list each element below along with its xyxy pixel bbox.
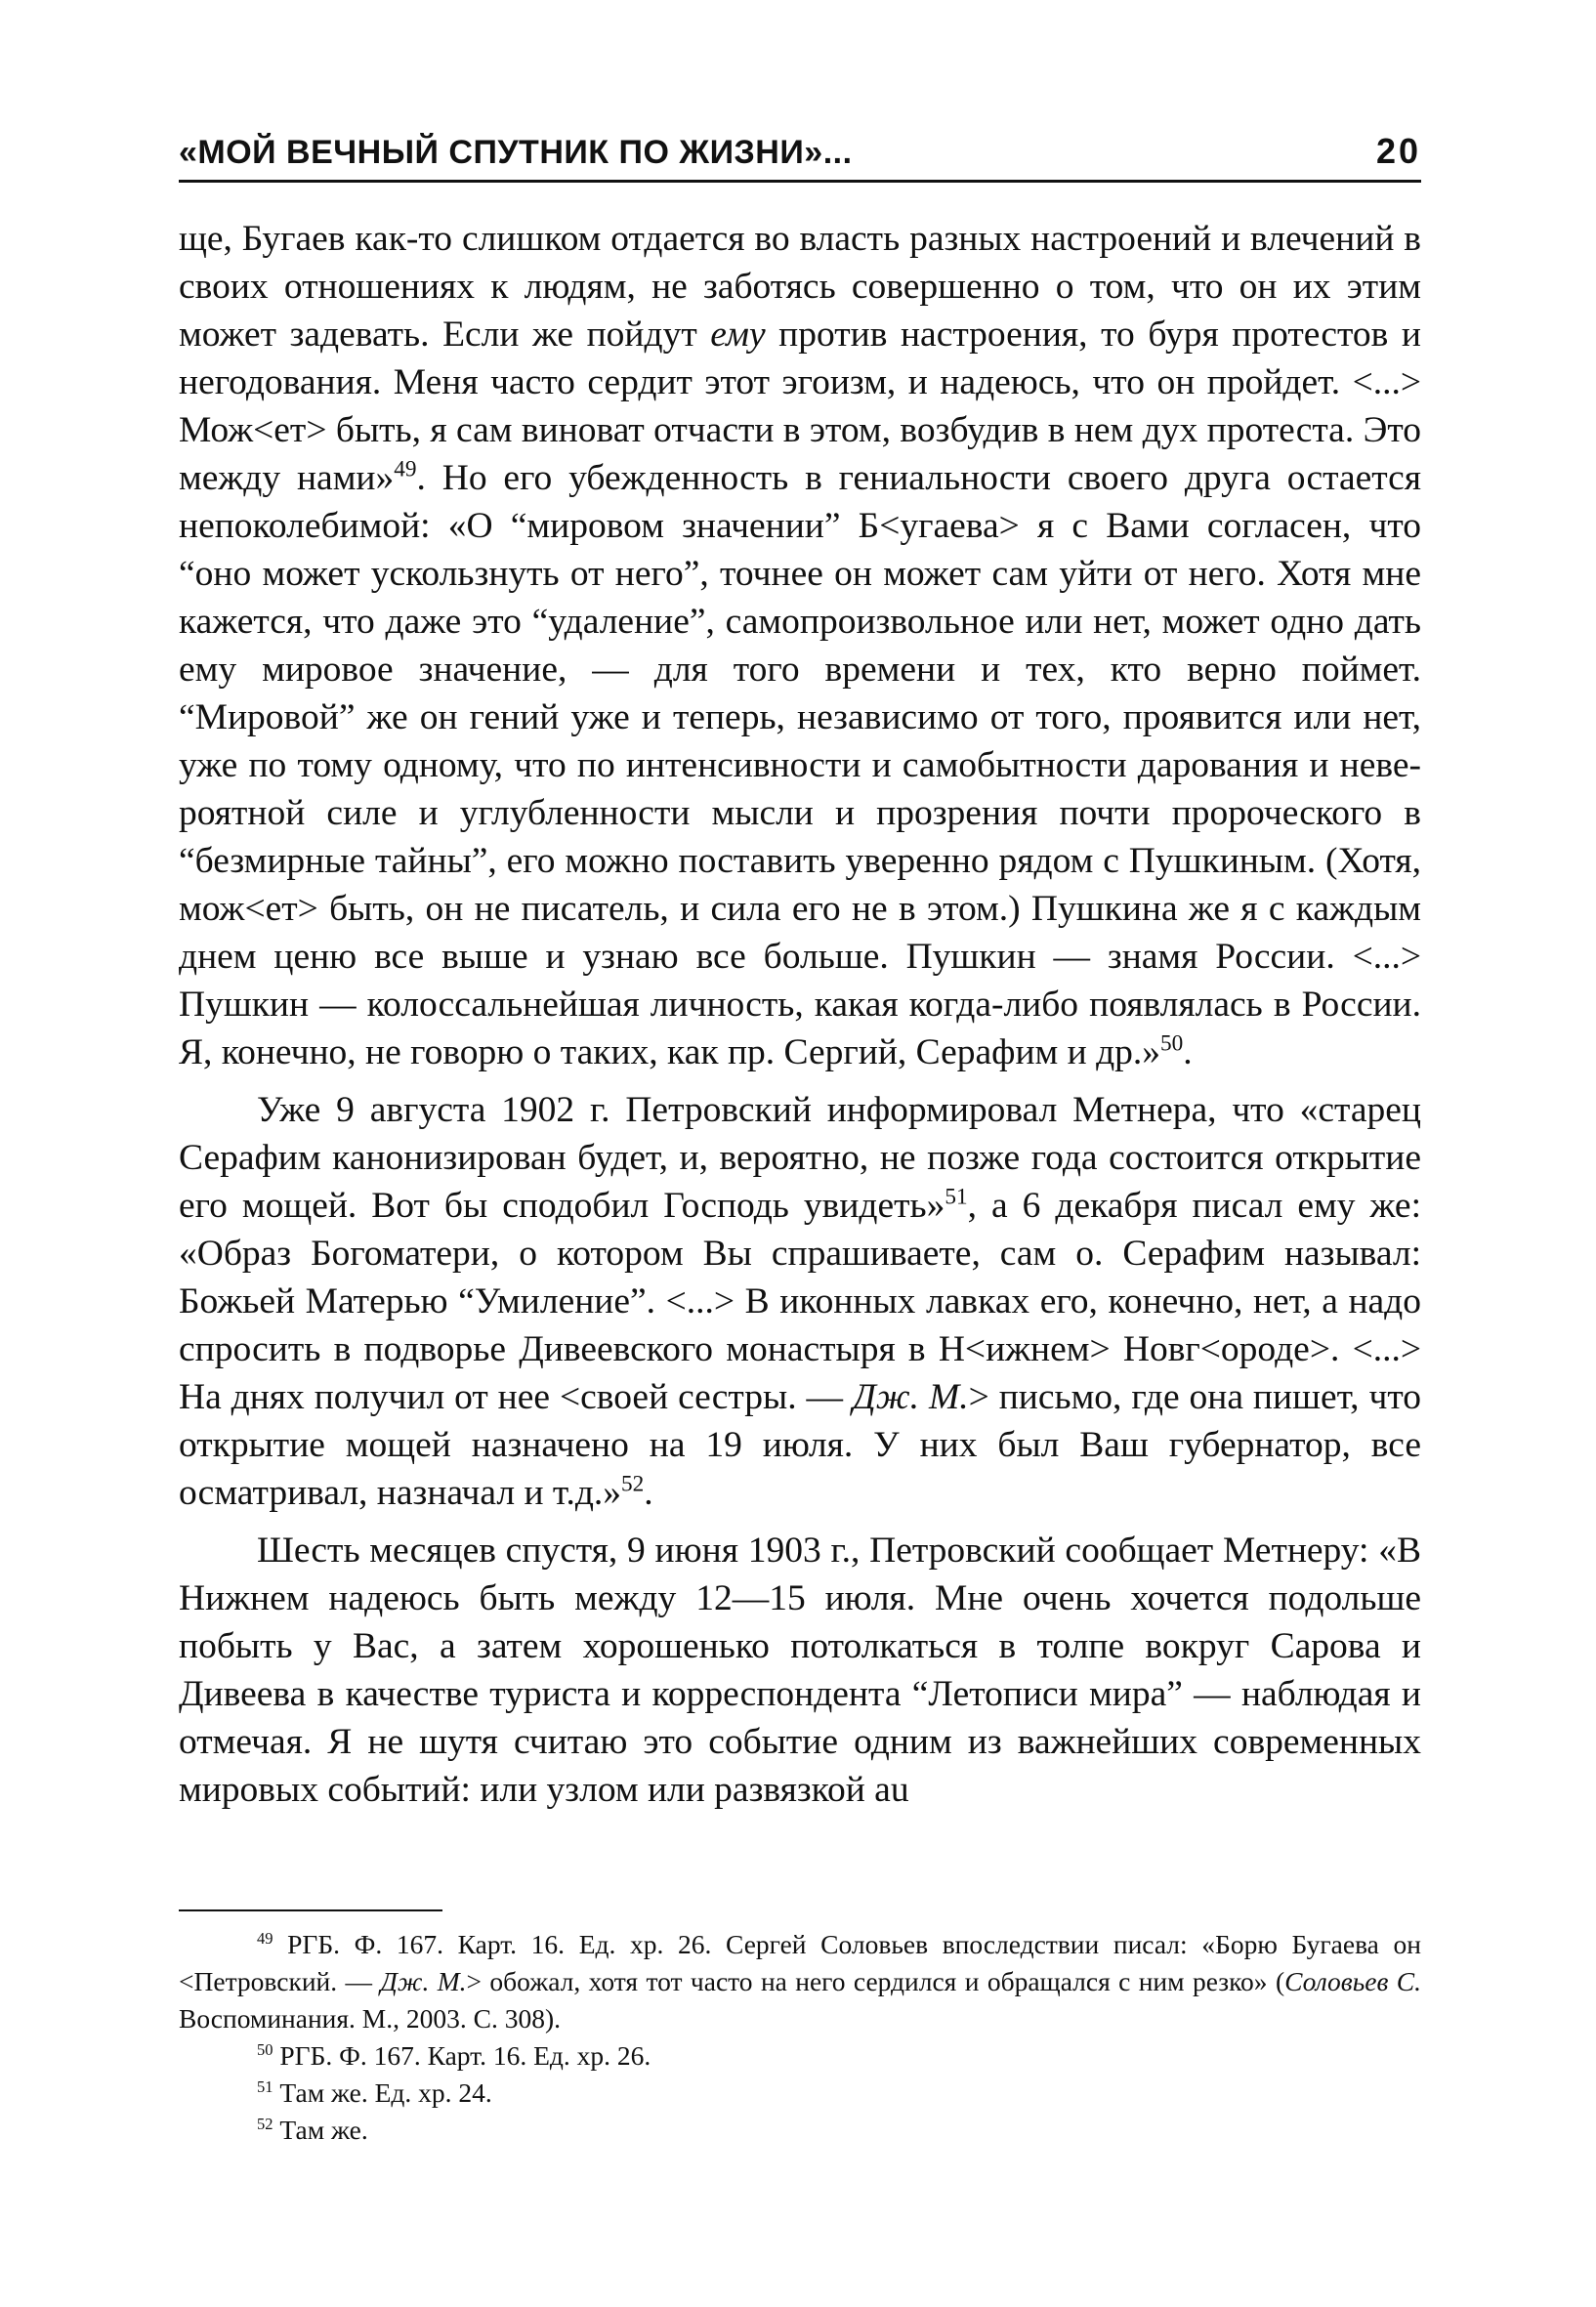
footnote-ref: 50 xyxy=(1160,1030,1184,1057)
footnote-number: 50 xyxy=(257,2039,273,2059)
paragraph-3 xyxy=(179,1527,1421,1814)
text-run: против настроения, то буря протестов и негодования. Меня часто сердит этот эгоизм, и надеюсь, что он пройдет. <...> Мож<ет> быть, я сам виноват отчасти в этом, возбудив в нем дух протеста. Это между нами» xyxy=(179,315,1421,498)
footnote-number: 52 xyxy=(257,2114,273,2133)
footnote-52 xyxy=(179,2112,1421,2149)
page-header xyxy=(179,119,1421,183)
footnote-ref: 51 xyxy=(945,1184,968,1210)
footnotes xyxy=(179,1926,1421,2149)
page-number: 20 xyxy=(1375,131,1421,171)
text-run: РГБ. Ф. 167. Карт. 16. Ед. хр. 26. xyxy=(273,2040,651,2071)
text-run: Там же. xyxy=(273,2115,368,2145)
paragraph-2 xyxy=(179,1086,1421,1517)
text-run: > письмо, где она пишет, что открытие мощей назначено на 19 июля. У них был Ваш губернатор, все осматривал, назначал и т.д.» xyxy=(179,1377,1421,1513)
footnote-number: 49 xyxy=(257,1928,273,1948)
footnote-ref: 49 xyxy=(394,456,417,482)
text-run: ще, Бугаев как-то слишком отдается во власть разных настроений и влечений в своих отношениях к людям, не заботясь совершенно о том, что он их этим может задевать. Если же пойдут xyxy=(179,219,1421,355)
footnote-49 xyxy=(179,1926,1421,2037)
text-run: РГБ. Ф. 167. Карт. 16. Ед. хр. 26. Сергей Соловьев впоследствии писал: «Борю Бугаева он <Петровский. — xyxy=(179,1929,1421,1996)
text-run: > обожал, хотя тот часто на него сердился и обращался с ним резко» ( xyxy=(466,1966,1285,1996)
text-run: Уже 9 августа 1902 г. Петровский информировал Метнера, что «старец Серафим канонизирован будет, и, вероятно, не позже года состоится открытие его мощей. Вот бы сподобил Господь увидеть» xyxy=(179,1090,1421,1226)
text-run: . xyxy=(1183,1032,1193,1072)
text-run: Воспоминания. М., 2003. С. 308). xyxy=(179,2003,562,2034)
text-run: Шесть месяцев спустя, 9 июня 1903 г., Петровский сообщает Метнеру: «В Нижнем надеюсь быть между 12—15 июля. Мне очень хочется подольше побыть у Вас, а затем хорошенько потолкаться в толпе вокруг Сарова и Дивеева в качестве туриста и корреспондента “Летописи мира” — наблюдая и отмечая. Я не шутя считаю это событие одним из важнейших современных мировых событий: или узлом или развязкой au xyxy=(179,1531,1421,1810)
text-run: , а 6 декабря писал ему же: «Образ Богоматери, о котором Вы спрашиваете, сам о. Серафим называл: Божьей Матерью “Умиление”. <...> В иконных лавках его, конечно, нет, а надо спросить в подворье Дивеевского монастыря в Н<ижнем> Новг<ороде>. <...> На днях получил от нее <своей сестры. — xyxy=(179,1186,1421,1417)
paragraph-1 xyxy=(179,215,1421,1076)
main-text xyxy=(179,215,1421,1814)
footnote-divider xyxy=(179,1909,442,1911)
text-run: . Но его убежденность в гениальности своего друга остается непоколебимой: «О “мировом значении” Б<угаева> я с Вами согласен, что “оно может ускользнуть от него”, точнее он может сам уйти от него. Хотя мне кажется, что даже это “удаление”, самопроизвольное или нет, может одно дать ему мировое значение, — для того времени и тех, кто верно поймет. “Мировой” же он гений уже и теперь, независимо от того, проявится или нет, уже по тому одному, что по интенсивности и самобытности дарования и невероятной силе и углубленности мысли и прозрения почти пророческого в “безмирные тайны”, его можно поставить уверенно рядом с Пушкиным. (Хотя, мож<ет> быть, он не писатель, и сила его не в этом.) Пушкина же я с каждым днем ценю все выше и узнаю все больше. Пушкин — знамя России. <...> Пушкин — колоссальнейшая личность, какая когда-либо появлялась в России. Я, конечно, не говорю о таких, как пр. Сергий, Серафим и др.» xyxy=(179,458,1421,1072)
emphasis: Дж. М. xyxy=(852,1377,969,1417)
footnote-50 xyxy=(179,2037,1421,2075)
footnote-number: 51 xyxy=(257,2076,273,2096)
text-run: . xyxy=(644,1473,653,1513)
emphasis: ему xyxy=(710,315,766,355)
footnote-ref: 52 xyxy=(621,1471,645,1497)
text-run: Там же. Ед. хр. 24. xyxy=(273,2077,492,2108)
footnote-51 xyxy=(179,2075,1421,2112)
running-title: «МОЙ ВЕЧНЫЙ СПУТНИК ПО ЖИЗНИ»... xyxy=(179,134,853,171)
emphasis: Дж. М. xyxy=(380,1966,467,1996)
emphasis: Соловьев С. xyxy=(1284,1966,1421,1996)
